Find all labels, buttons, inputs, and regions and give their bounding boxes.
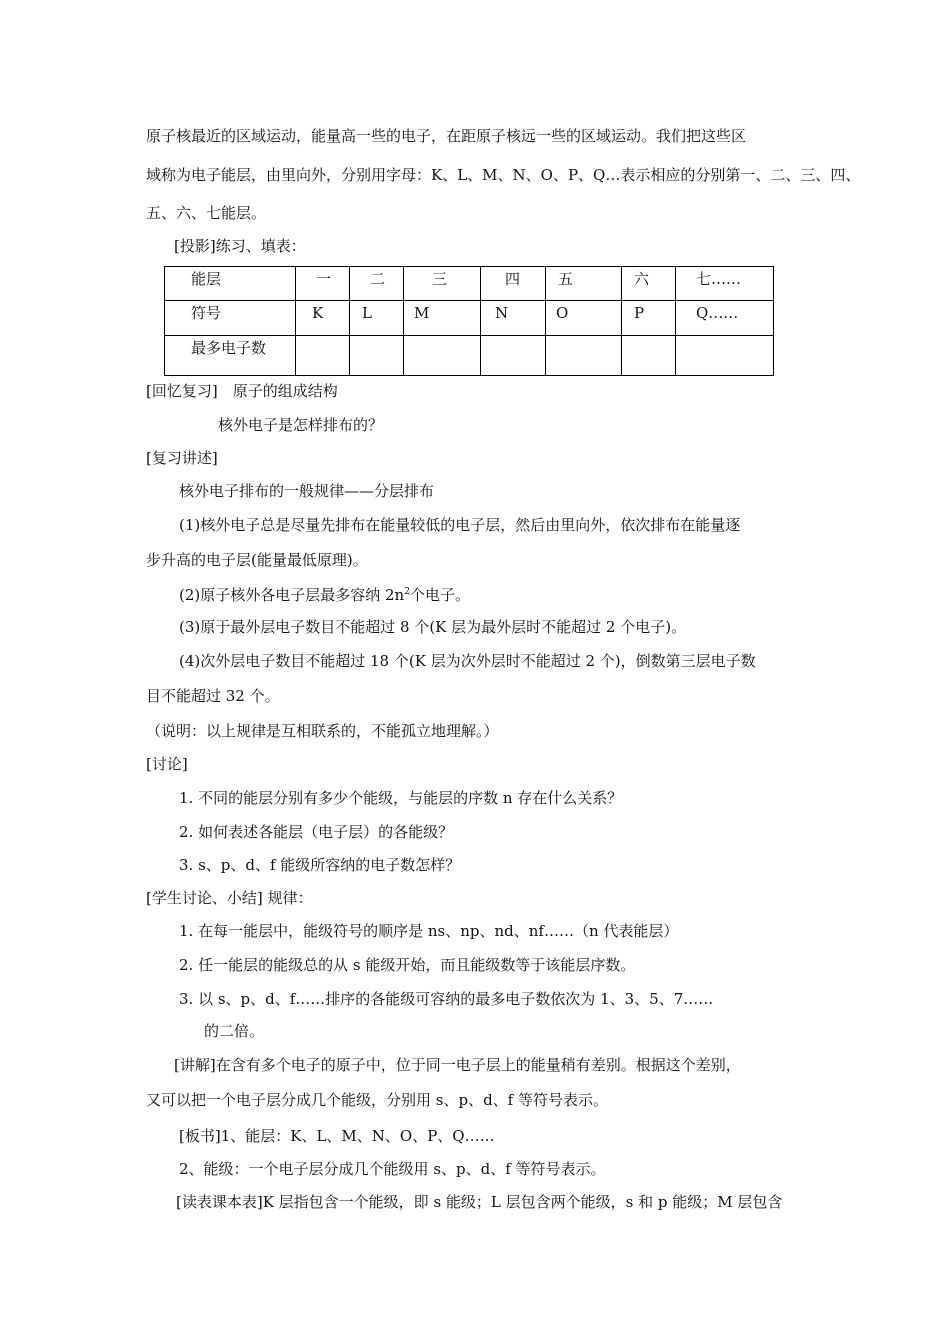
- summary-item-3: 3. 以 s、p、d、f……排序的各能级可容纳的最多电子数依次为 1、3、5、7……: [179, 990, 714, 1008]
- table-cell: N: [481, 301, 546, 336]
- rule-2-text: (2)原子核外各电子层最多容纳 2n: [179, 586, 405, 604]
- board-line-1: [板书]1、能层：K、L、M、N、O、P、Q……: [179, 1127, 495, 1145]
- review-heading: [复习讲述]: [146, 449, 218, 467]
- recall-question: 核外电子是怎样排布的？: [218, 416, 384, 434]
- table-cell: K: [296, 301, 350, 336]
- table-cell: 符号: [165, 301, 296, 336]
- table-cell: 七……: [676, 267, 774, 301]
- table-row: [165, 336, 774, 376]
- discussion-item-1: 1. 不同的能层分别有多少个能级，与能层的序数 n 存在什么关系？: [179, 789, 623, 807]
- intro-line-2: 域称为电子能层，由里向外，分别用字母：K、L、M、N、O、P、Q…表示相应的分别第一、二、三、四、: [146, 166, 861, 184]
- intro-line-1: 原子核最近的区域运动，能量高一些的电子，在距原子核远一些的区域运动。我们把这些区: [146, 127, 747, 145]
- intro-line-3: 五、六、七能层。: [146, 204, 267, 222]
- table-cell: L: [350, 301, 404, 336]
- summary-item-3-continued: 的二倍。: [204, 1022, 265, 1040]
- table-cell: 五: [546, 267, 622, 301]
- rule-2: [179, 585, 470, 605]
- rule-4-line-2: 目不能超过 32 个。: [146, 687, 280, 705]
- rule-1-line-2: 步升高的电子层(能量最低原理)。: [146, 551, 368, 569]
- discussion-item-2: 2. 如何表述各能层（电子层）的各能级？: [179, 823, 454, 841]
- table-cell: P: [622, 301, 676, 336]
- summary-item-2: 2. 任一能层的能级总的从 s 能级开始，而且能级数等于该能层序数。: [179, 956, 636, 974]
- projection-label: [投影]练习、填表：: [174, 237, 306, 255]
- table-cell: [481, 336, 546, 376]
- recall-heading: [回忆复习] 原子的组成结构: [146, 382, 338, 400]
- rule-2-superscript: 2: [404, 587, 410, 597]
- summary-item-1: 1. 在每一能层中，能级符号的顺序是 ns、np、nd、nf……（n 代表能层）: [179, 922, 679, 940]
- table-cell: [350, 336, 404, 376]
- table-cell: [296, 336, 350, 376]
- rule-1-line-1: (1)核外电子总是尽量先排布在能量较低的电子层，然后由里向外，依次排布在能量逐: [179, 516, 741, 534]
- lecture-line-1: [讲解]在含有多个电子的原子中，位于同一电子层上的能量稍有差别。根据这个差别，: [174, 1056, 741, 1074]
- table-cell: M: [404, 301, 481, 336]
- table-cell: [546, 336, 622, 376]
- rule-3: (3)原于最外层电子数目不能超过 8 个(K 层为最外层时不能超过 2 个电子)。: [179, 618, 687, 636]
- review-title: 核外电子排布的一般规律——分层排布: [179, 482, 435, 500]
- lecture-line-2: 又可以把一个电子层分成几个能级，分别用 s、p、d、f 等符号表示。: [146, 1091, 608, 1109]
- table-cell: Q……: [676, 301, 774, 336]
- table-cell: 六: [622, 267, 676, 301]
- table-cell: 四: [481, 267, 546, 301]
- reading-line: [读表课本表]K 层指包含一个能级，即 s 能级；L 层包含两个能级，s 和 p 能级；M 层包含: [176, 1193, 783, 1211]
- explanation-note: （说明：以上规律是互相联系的，不能孤立地理解。）: [146, 722, 499, 740]
- table-cell: 二: [350, 267, 404, 301]
- summary-heading: [学生讨论、小结] 规律：: [146, 889, 313, 907]
- table-cell: 最多电子数: [165, 336, 296, 376]
- table-cell: 三: [404, 267, 481, 301]
- table-cell: 能层: [165, 267, 296, 301]
- energy-level-table: [164, 266, 774, 376]
- table-row: [165, 301, 774, 336]
- discussion-heading: [讨论]: [146, 755, 188, 773]
- board-line-2: 2、能级：一个电子层分成几个能级用 s、p、d、f 等符号表示。: [179, 1160, 606, 1178]
- table-cell: O: [546, 301, 622, 336]
- discussion-item-3: 3. s、p、d、f 能级所容纳的电子数怎样？: [179, 856, 461, 874]
- table-cell: [622, 336, 676, 376]
- rule-2-text-end: 个电子。: [409, 586, 470, 604]
- table-cell: [404, 336, 481, 376]
- table-row: [165, 267, 774, 301]
- rule-4-line-1: (4)次外层电子数目不能超过 18 个(K 层为次外层时不能超过 2 个)，倒数第三层电子数: [179, 652, 756, 670]
- table-cell: 一: [296, 267, 350, 301]
- table-cell: [676, 336, 774, 376]
